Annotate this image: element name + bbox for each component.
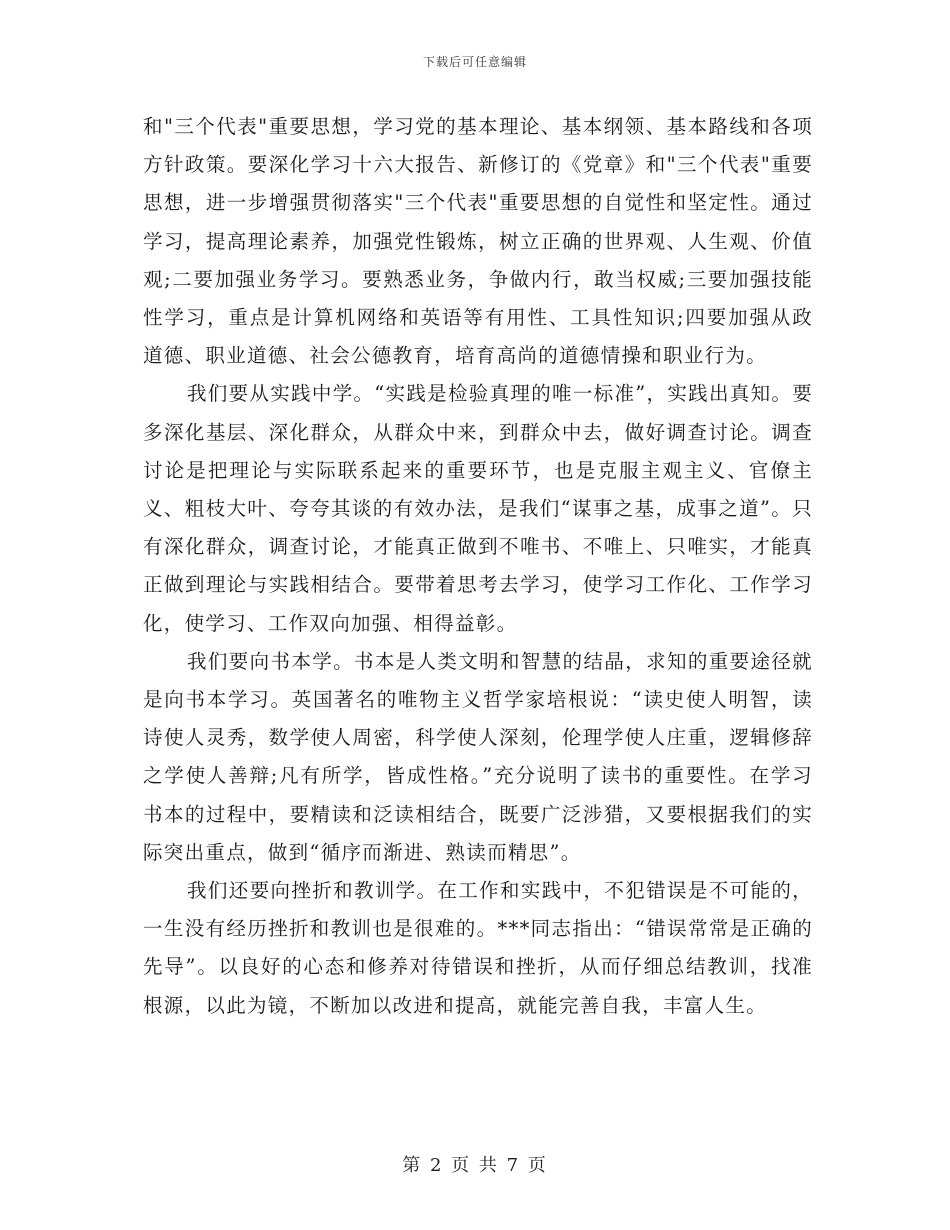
paragraph-continuation: 和"三个代表"重要思想，学习党的基本理论、基本纲领、基本路线和各项方针政策。要深化学习十六大报告、新修订的《党章》和"三个代表"重要思想，进一步增强贯彻落实"三个代表"重要思想的自觉性和坚定性。通过学习，提高理论素养，加强党性锻炼，树立正确的世界观、人生观、价值观;二要加强业务学习。要熟悉业务，争做内行，敢当权威;三要加强技能性学习，重点是计算机网络和英语等有用性、工具性知识;四要加强从政道德、职业道德、社会公德教育，培育高尚的道德情操和职业行为。 xyxy=(143,115,813,368)
paragraph-practice: 我们要从实践中学。“实践是检验真理的唯一标准”，实践出真知。要多深化基层、深化群众，从群众中来，到群众中去，做好调查讨论。调查讨论是把理论与实际联系起来的重要环节，也是克服主观主义、官僚主义、粗枝大叶、夸夸其谈的有效办法，是我们“谋事之基，成事之道”。只有深化群众，调查讨论，才能真正做到不唯书、不唯上、只唯实，才能真正做到理论与实践相结合。要带着思考去学习，使学习工作化、工作学习化，使学习、工作双向加强、相得益彰。 xyxy=(143,382,813,635)
page-header-note: 下载后可任意编辑 xyxy=(422,55,527,69)
paragraph-books: 我们要向书本学。书本是人类文明和智慧的结晶，求知的重要途径就是向书本学习。英国著名的唯物主义哲学家培根说：“读史使人明智，读诗使人灵秀，数学使人周密，科学使人深刻，伦理学使人庄重，逻辑修辞之学使人善辩;凡有所学，皆成性格。”充分说明了读书的重要性。在学习书本的过程中，要精读和泛读相结合，既要广泛涉猎，又要根据我们的实际突出重点，做到“循序而渐进、熟读而精思”。 xyxy=(143,649,813,864)
paragraph-setbacks: 我们还要向挫折和教训学。在工作和实践中，不犯错误是不可能的，一生没有经历挫折和教训也是很难的。***同志指出：“错误常常是正确的先导”。以良好的心态和修养对待错误和挫折，从而仔细总结教训，找准根源，以此为镜，不断加以改进和提高，就能完善自我，丰富人生。 xyxy=(143,879,813,1017)
page-number-footer: 第 2 页 共 7 页 xyxy=(402,1155,548,1176)
document-body xyxy=(143,108,813,1025)
